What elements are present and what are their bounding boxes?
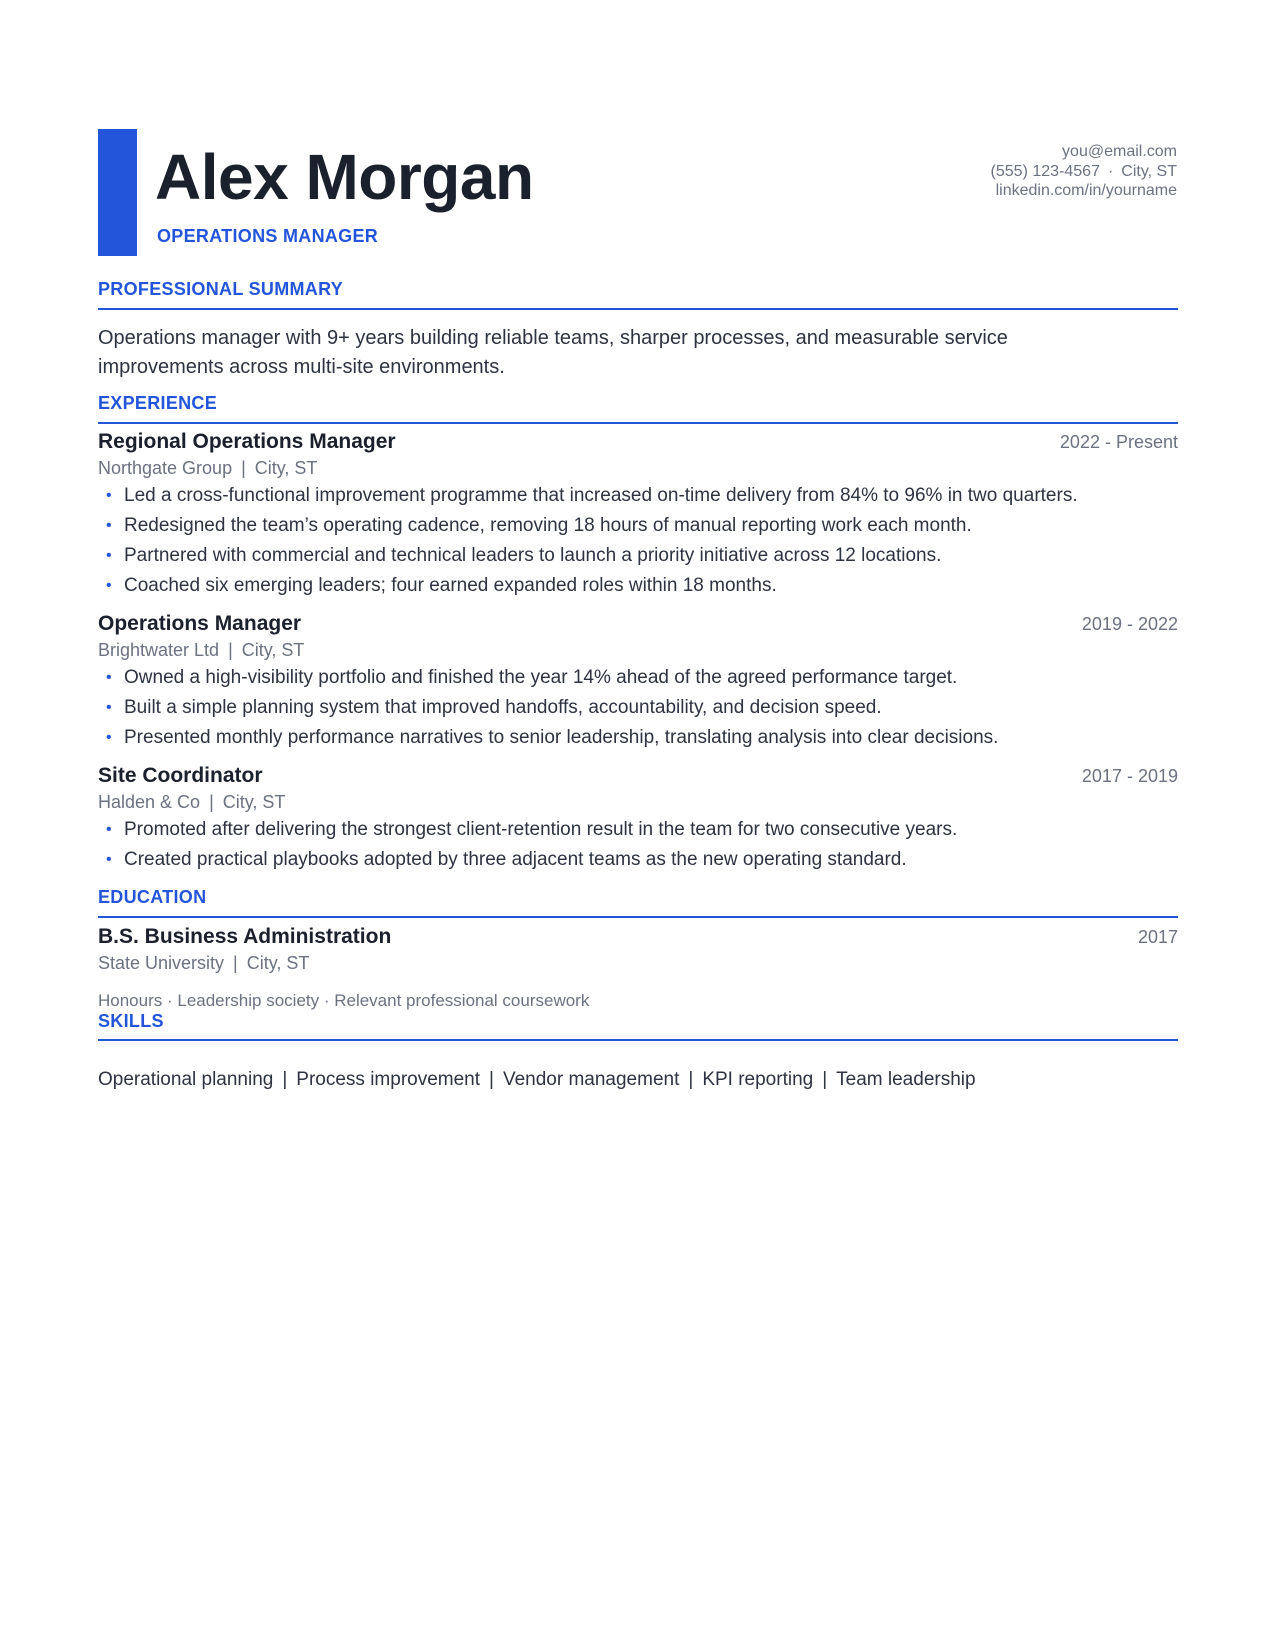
education-year: 2017	[1137, 927, 1178, 947]
contact-email[interactable]: you@email.com	[1062, 143, 1177, 160]
skill-item: Process improvement	[296, 1069, 481, 1090]
list-item	[106, 723, 998, 753]
list-item	[106, 845, 957, 875]
list-item	[106, 571, 1078, 601]
company-name: Northgate Group	[98, 458, 233, 478]
list-item	[106, 693, 998, 723]
bullet-icon: •	[106, 821, 112, 838]
summary-rule	[98, 308, 1178, 310]
skill-item: Vendor management	[502, 1069, 680, 1090]
job-title: Operations Manager	[98, 612, 302, 635]
job-bullets	[106, 481, 1078, 601]
bullet-icon: •	[106, 577, 112, 594]
education-degree: B.S. Business Administration	[98, 925, 392, 948]
candidate-role: OPERATIONS MANAGER	[157, 226, 379, 246]
bullet-text: Coached six emerging leaders; four earned expanded roles within 18 months.	[124, 575, 777, 596]
company-location: City, ST	[222, 792, 286, 812]
bullet-icon: •	[106, 517, 112, 534]
list-item	[106, 541, 1078, 571]
bullet-icon: •	[106, 851, 112, 868]
company-name: Halden & Co	[98, 792, 201, 812]
contact-location: City, ST	[1121, 162, 1177, 180]
contact-block	[991, 142, 1177, 201]
list-item	[106, 663, 998, 693]
bullet-text: Redesigned the team’s operating cadence, removing 18 hours of manual reporting work each month.	[124, 515, 972, 536]
job-bullets	[106, 663, 998, 753]
bullet-text: Built a simple planning system that improved handoffs, accountability, and decision speed.	[124, 697, 882, 718]
company-location: City, ST	[241, 640, 305, 660]
skill-separator: |	[282, 1069, 288, 1090]
skill-item: Team leadership	[836, 1069, 976, 1090]
job-dates: 2017 - 2019	[1081, 766, 1178, 786]
skills-rule	[98, 1039, 1178, 1041]
education-honours: Honours · Leadership society · Relevant professional coursework	[98, 991, 590, 1010]
bullet-text: Led a cross-functional improvement programme that increased on-time delivery from 84% to 96% in two quarters.	[124, 485, 1078, 506]
field-separator: |	[233, 953, 238, 973]
bullet-icon: •	[106, 487, 112, 504]
job-company	[98, 458, 317, 479]
list-item	[106, 511, 1078, 541]
skill-separator: |	[688, 1069, 694, 1090]
contact-linkedin[interactable]: linkedin.com/in/yourname	[995, 182, 1177, 199]
skill-item: KPI reporting	[702, 1069, 814, 1090]
bullet-text: Owned a high-visibility portfolio and finished the year 14% ahead of the agreed performance target.	[124, 667, 958, 688]
bullet-icon: •	[106, 699, 112, 716]
job-title: Regional Operations Manager	[98, 430, 396, 453]
bullet-text: Created practical playbooks adopted by three adjacent teams as the new operating standard.	[124, 849, 907, 870]
education-school	[98, 953, 309, 974]
bullet-text: Partnered with commercial and technical leaders to launch a priority initiative across 12 locations.	[124, 545, 942, 566]
accent-bar	[98, 129, 137, 256]
experience-heading: EXPERIENCE	[98, 393, 218, 413]
experience-rule	[98, 422, 1178, 424]
field-separator: |	[209, 792, 214, 812]
education-heading: EDUCATION	[98, 887, 207, 907]
candidate-name: Alex Morgan	[155, 141, 534, 213]
job-dates: 2019 - 2022	[1081, 614, 1178, 634]
bullet-icon: •	[106, 729, 112, 746]
job-title: Site Coordinator	[98, 764, 263, 787]
job-company	[98, 792, 285, 813]
education-rule	[98, 916, 1178, 918]
job-company	[98, 640, 304, 661]
list-item	[106, 481, 1078, 511]
company-name: Brightwater Ltd	[98, 640, 220, 660]
contact-separator: ·	[1107, 162, 1114, 180]
job-bullets	[106, 815, 957, 875]
bullet-icon: •	[106, 547, 112, 564]
skills-list	[98, 1069, 976, 1091]
skill-separator: |	[489, 1069, 494, 1090]
field-separator: |	[228, 640, 233, 660]
list-item	[106, 815, 957, 845]
bullet-text: Promoted after delivering the strongest client-retention result in the team for two consecutive years.	[124, 819, 958, 840]
contact-phone-location	[991, 162, 1177, 182]
summary-heading: PROFESSIONAL SUMMARY	[98, 279, 344, 299]
summary-text: Operations manager with 9+ years building reliable teams, sharper processes, and measurable service improvements across multi-site environments.	[98, 327, 1008, 378]
skill-separator: |	[822, 1069, 828, 1090]
field-separator: |	[241, 458, 246, 478]
school-name: State University	[98, 953, 225, 973]
bullet-icon: •	[106, 669, 112, 686]
company-location: City, ST	[254, 458, 318, 478]
bullet-text: Presented monthly performance narratives to senior leadership, translating analysis into clear decisions.	[124, 727, 999, 748]
job-dates: 2022 - Present	[1059, 432, 1178, 452]
skills-heading: SKILLS	[98, 1011, 164, 1031]
school-location: City, ST	[246, 953, 310, 973]
skill-item: Operational planning	[98, 1069, 274, 1090]
contact-phone: (555) 123-4567	[990, 162, 1100, 180]
